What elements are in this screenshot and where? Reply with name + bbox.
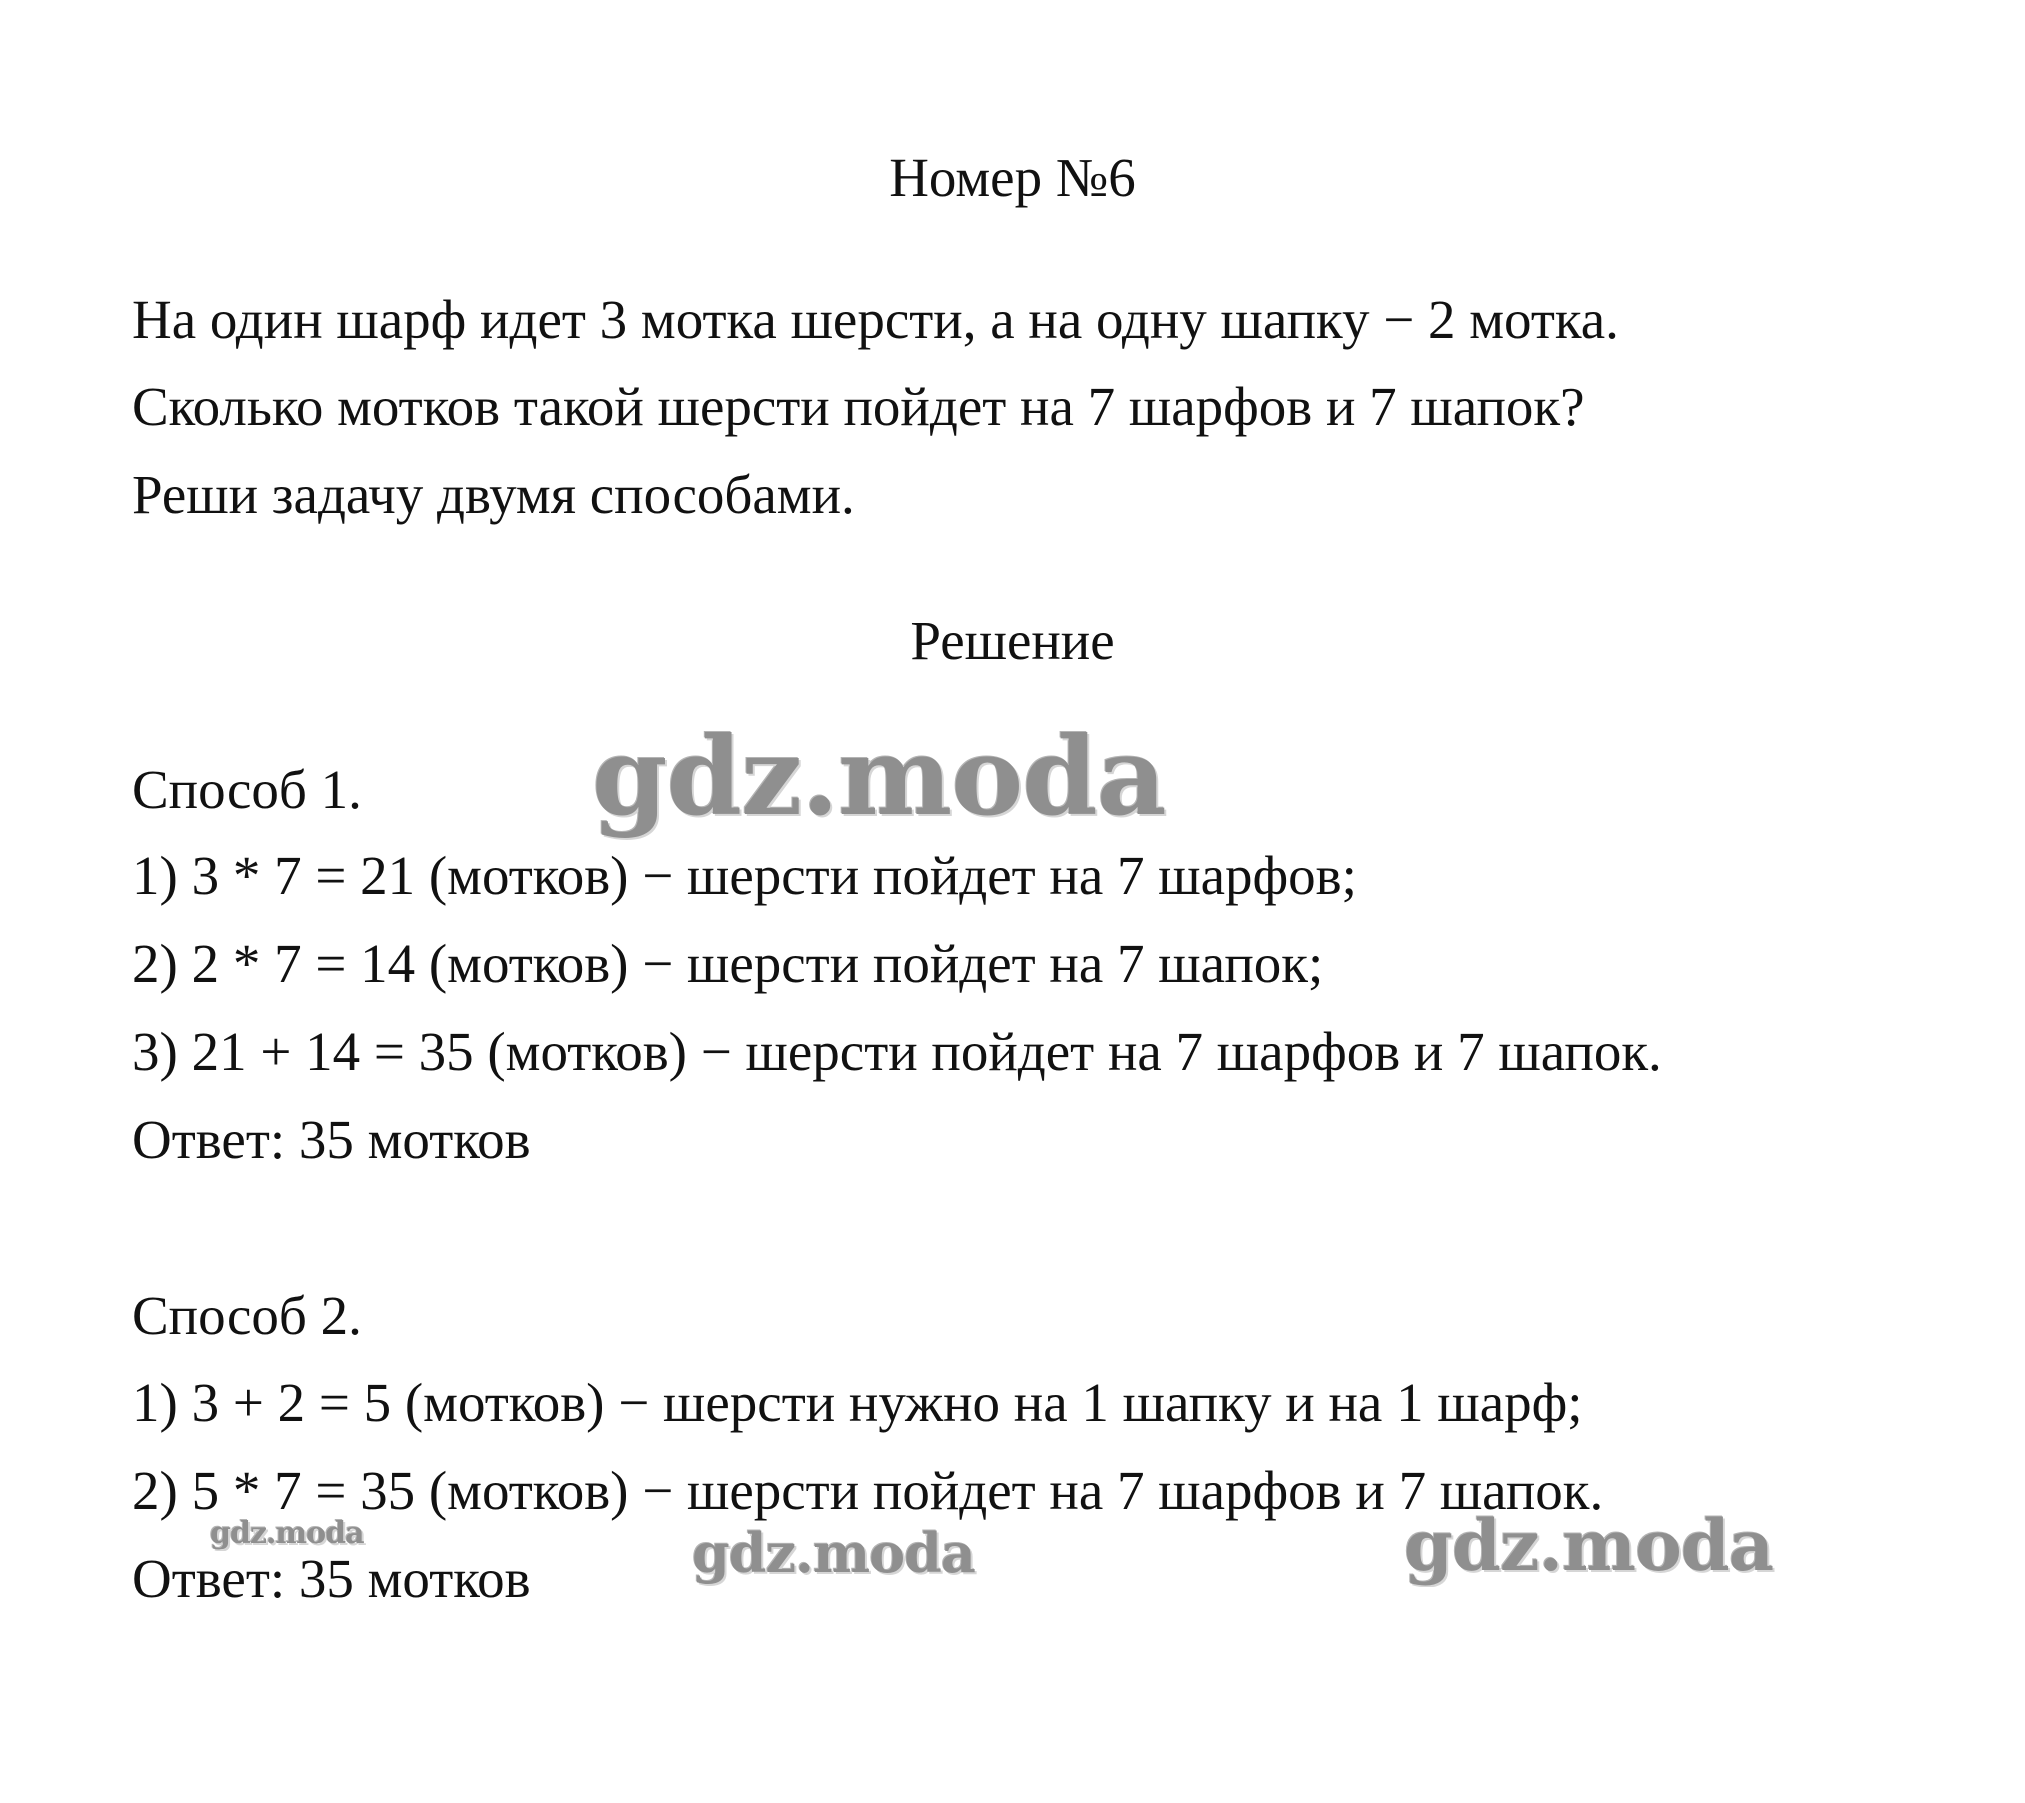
method1-answer: Ответ: 35 мотков bbox=[132, 1109, 531, 1170]
problem-line-2: Сколько мотков такой шерсти пойдет на 7 шарфов и 7 шапок? bbox=[132, 376, 1585, 437]
method1-heading: Способ 1. bbox=[132, 759, 362, 820]
watermark-small: gdz.moda bbox=[210, 1516, 364, 1551]
method2-step-1: 1) 3 + 2 = 5 (мотков) − шерсти нужно на 1 шапку и на 1 шарф; bbox=[132, 1372, 1583, 1433]
method1-step-2: 2) 2 * 7 = 14 (мотков) − шерсти пойдет на 7 шапок; bbox=[132, 933, 1324, 994]
method2-answer: Ответ: 35 мотков bbox=[132, 1548, 531, 1609]
method1-step-1: 1) 3 * 7 = 21 (мотков) − шерсти пойдет на 7 шарфов; bbox=[132, 845, 1357, 906]
problem-line-3: Реши задачу двумя способами. bbox=[132, 464, 855, 525]
problem-line-1: На один шарф идет 3 мотка шерсти, а на одну шапку − 2 мотка. bbox=[132, 289, 1619, 350]
watermark-medium-right: gdz.moda bbox=[1404, 1504, 1774, 1587]
method1-step-3: 3) 21 + 14 = 35 (мотков) − шерсти пойдет на 7 шарфов и 7 шапок. bbox=[132, 1021, 1662, 1082]
method2-step-2: 2) 5 * 7 = 35 (мотков) − шерсти пойдет на 7 шарфов и 7 шапок. bbox=[132, 1460, 1604, 1521]
watermark-medium-center: gdz.moda bbox=[692, 1521, 975, 1585]
solution-heading: Решение bbox=[910, 610, 1115, 671]
watermark-large: gdz.moda bbox=[592, 714, 1166, 840]
method2-heading: Способ 2. bbox=[132, 1285, 362, 1346]
page-title: Номер №6 bbox=[889, 147, 1136, 208]
